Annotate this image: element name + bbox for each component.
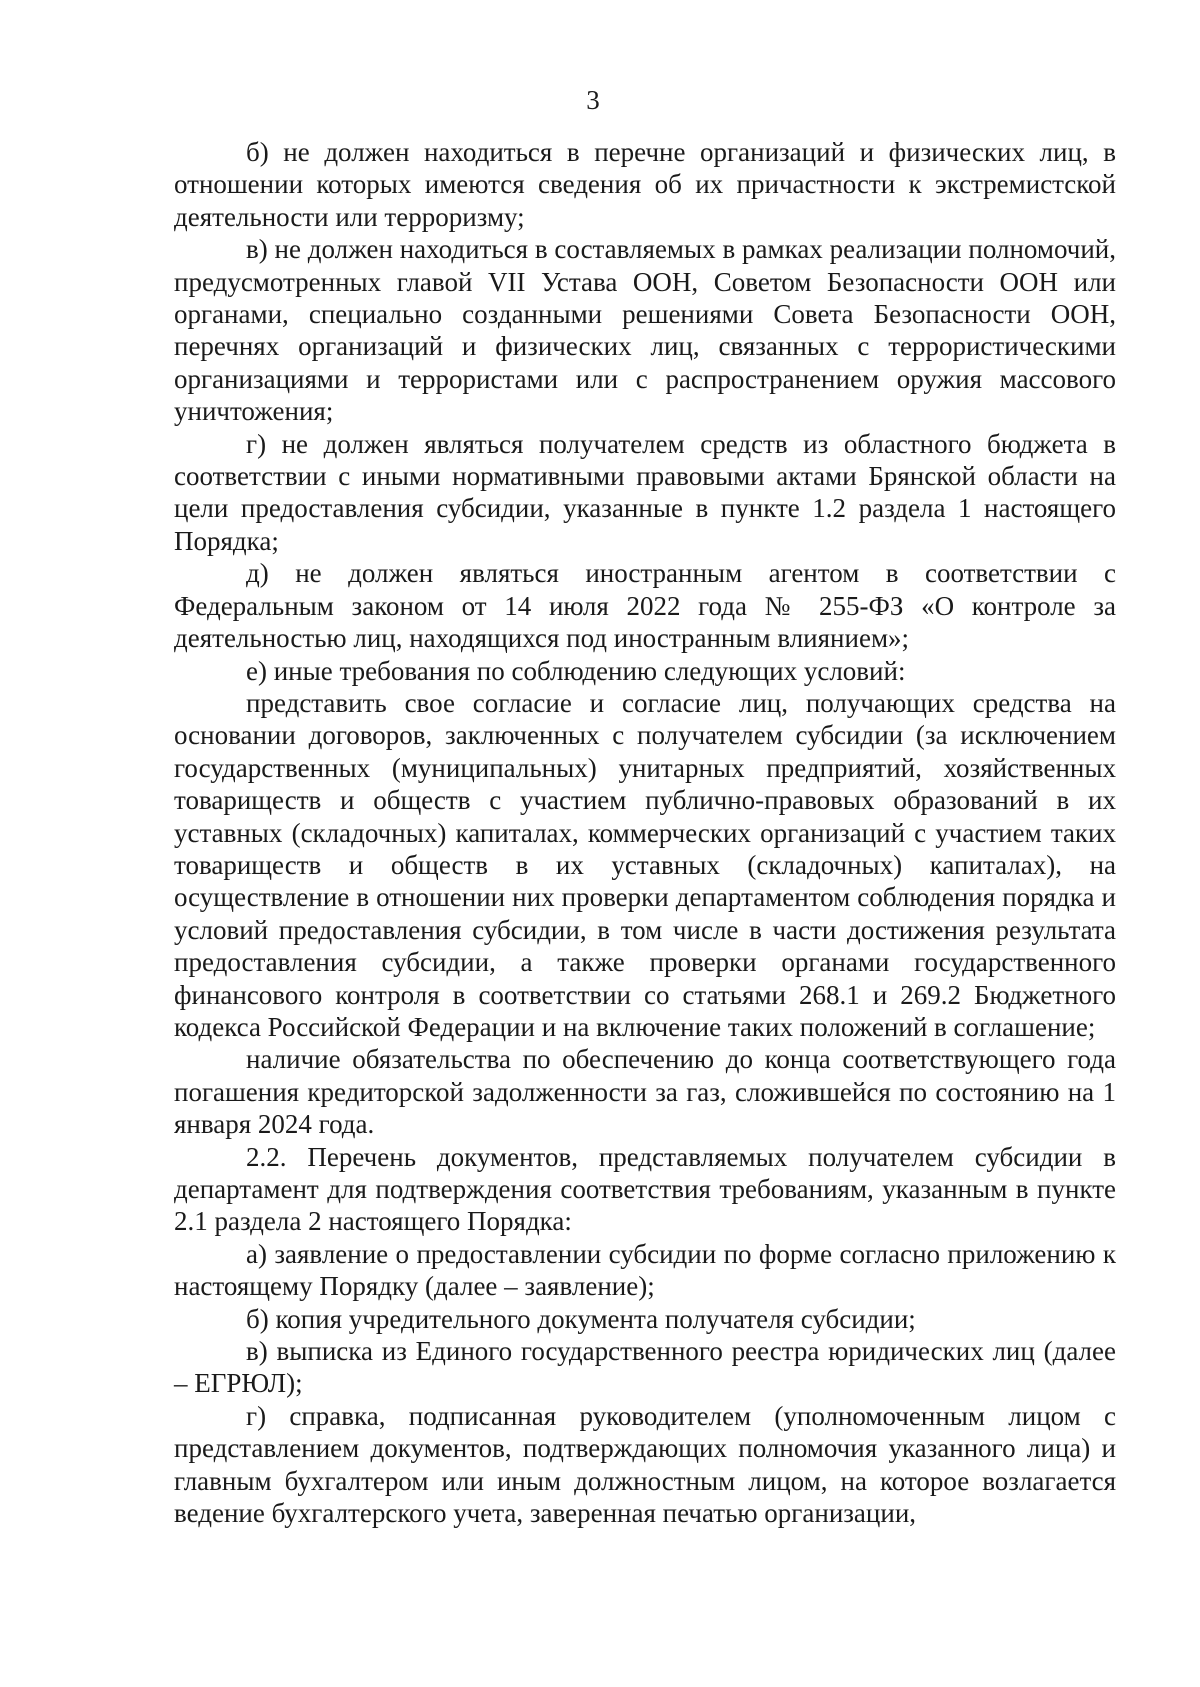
paragraph-g-certificate: г) справка, подписанная руководителем (уполномоченным лицом с представлением документов, подтверждающих полномочия указанного лица) и главным бухгалтером или иным должностным лицом, на которое возлагается ведение бухгалтерского учета, заверенная печатью организации,: [174, 1400, 1116, 1529]
paragraph-consent: представить свое согласие и согласие лиц, получающих средства на основании договоров, заключенных с получателем субсидии (за исключением государственных (муниципальных) унитарных предприятий, хозяйственных товариществ и обществ с участием публично-правовых образований в их уставных (складочных) капиталах, коммерческих организаций с участием таких товариществ и обществ в их уставных (складочных) капиталах), на осуществление в отношении них проверки департаментом соблюдения порядка и условий предоставления субсидии, в том числе в части достижения результата предоставления субсидии, а также проверки органами государственного финансового контроля в соответствии со статьями 268.1 и 269.2 Бюджетного кодекса Российской Федерации и на включение таких положений в соглашение;: [174, 687, 1116, 1042]
paragraph-g-budget: г) не должен являться получателем средств из областного бюджета в соответствии с иными нормативными правовыми актами Брянской области на цели предоставления субсидии, указанные в пункте 1.2 раздела 1 настоящего Порядка;: [174, 428, 1116, 556]
paragraph-b-charter-copy: б) копия учредительного документа получателя субсидии;: [246, 1303, 916, 1334]
paragraph-v-egrul: в) выписка из Единого государственного реестра юридических лиц (далее – ЕГРЮЛ);: [174, 1336, 1116, 1399]
paragraph-2-2-documents: 2.2. Перечень документов, представляемых получателем субсидии в департамент для подтверждения соответствия требованиям, указанным в пункте 2.1 раздела 2 настоящего Порядка:: [174, 1141, 1116, 1237]
paragraph-d-foreign-agent: д) не должен являться иностранным агентом в соответствии с Федеральным законом от 14 июля 2022 года № 255-ФЗ «О контроле за деятельностью лиц, находящихся под иностранным влиянием»;: [174, 558, 1116, 654]
paragraph-b-extremism: б) не должен находиться в перечне организаций и физических лиц, в отношении которых имеются сведения об их причастности к экстремистской деятельности или терроризму;: [174, 137, 1116, 232]
paragraph-debt-obligation: наличие обязательства по обеспечению до конца соответствующего года погашения кредиторской задолженности за газ, сложившейся по состоянию на 1 января 2024 года.: [174, 1044, 1116, 1140]
paragraph-e-other-requirements: е) иные требования по соблюдению следующих условий:: [246, 655, 906, 686]
document-body: [174, 136, 1116, 1529]
paragraph-a-application: а) заявление о предоставлении субсидии по форме согласно приложению к настоящему Порядку (далее – заявление);: [174, 1238, 1116, 1302]
page-number: 3: [586, 85, 600, 115]
paragraph-v-un-lists: в) не должен находиться в составляемых в рамках реализации полномочий, предусмотренных главой VII Устава ООН, Советом Безопасности ООН или органами, специально созданными решениями Совета Безопасности ООН, перечнях организаций и физических лиц, связанных с террористическими организациями и террористами или с распространением оружия массового уничтожения;: [174, 234, 1116, 427]
